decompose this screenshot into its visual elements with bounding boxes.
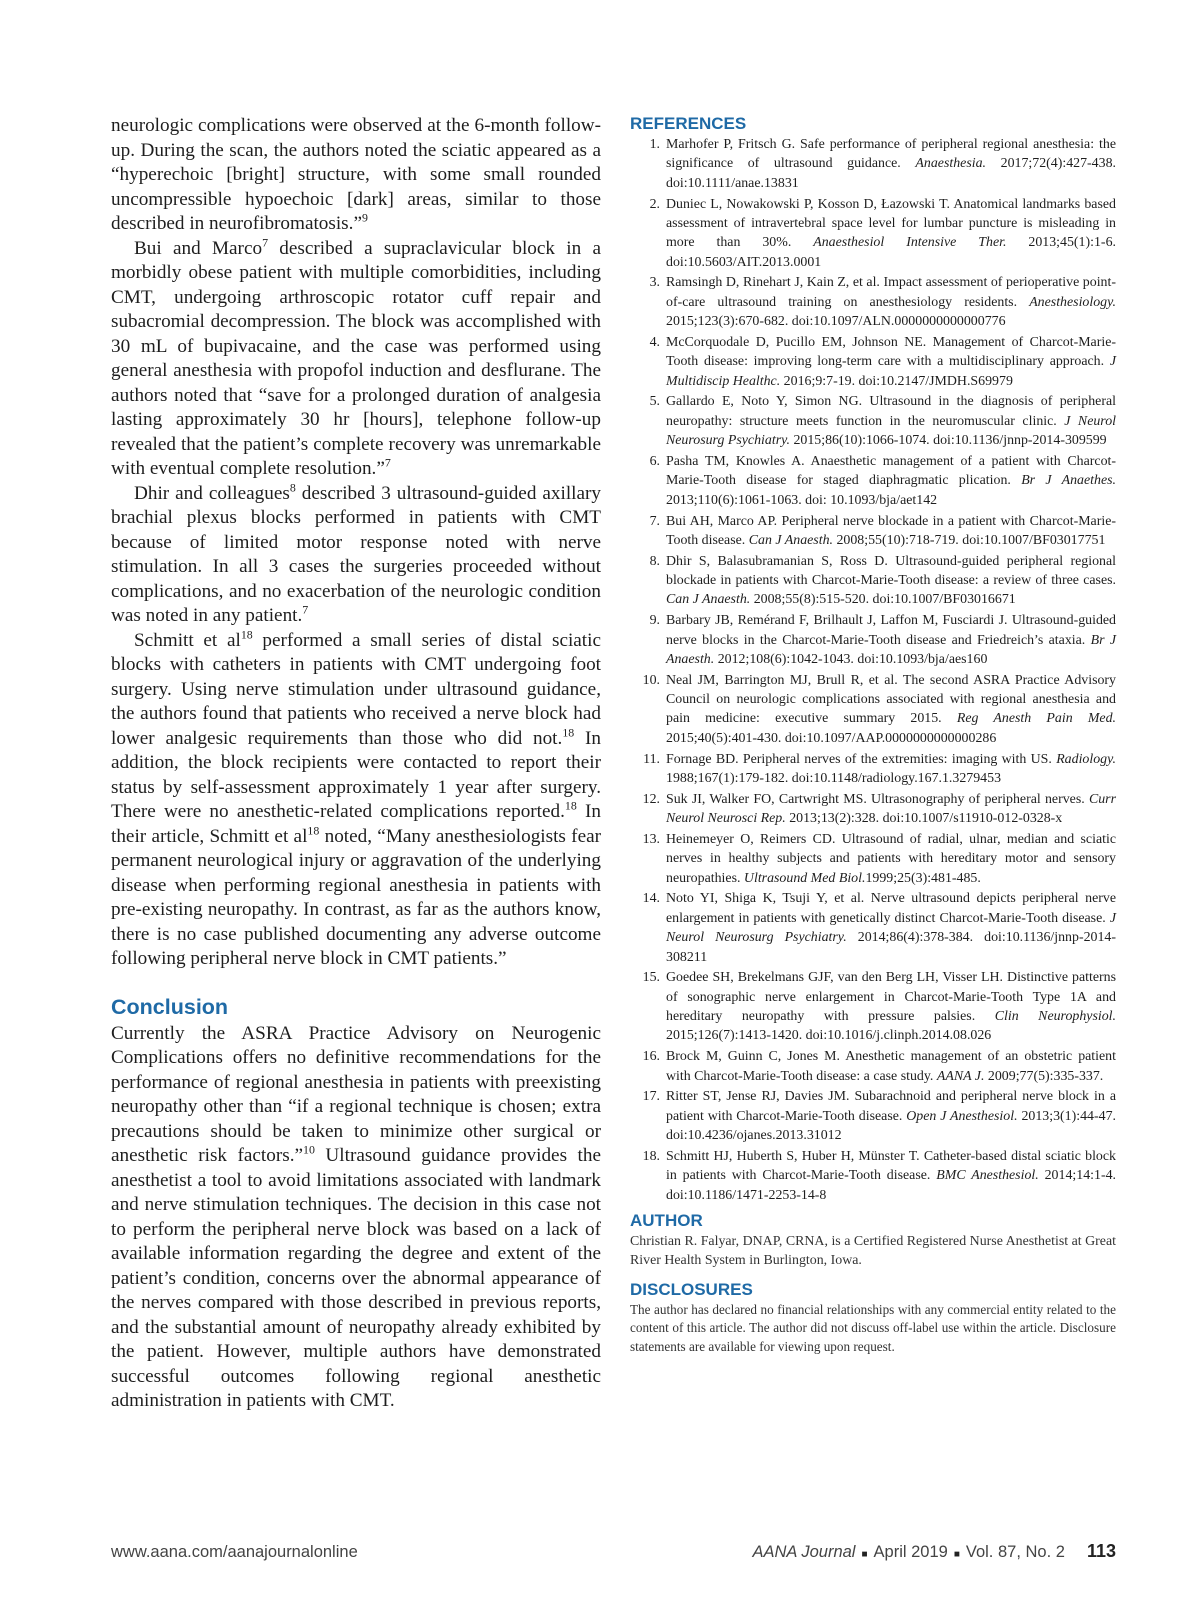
reference-journal: Br J Anaethes. (1021, 473, 1116, 489)
reference-number: 5. (649, 394, 660, 410)
reference-details: 2008;55(8):515-520. doi:10.1007/BF03016671 (750, 592, 1016, 608)
reference-details: 2013;110(6):1061-1063. doi: 10.1093/bja/aet142 (666, 492, 938, 508)
reference-text (666, 392, 1116, 450)
reference-item (630, 671, 1116, 749)
paragraph-bui-marco: Bui and Marco$^7$ described a supraclavicular block in a morbidly obese patient with multiple comorbidities, including CMT, undergoing arthroscopic rotator cuff repair and subacromial decompression. The block was accomplished with 30 mL of bupivacaine, and the case was performed using general anesthesia with propofol induction and desflurane. The authors noted that “save for a prolonged duration of analgesia lasting approximately 30 hr [hours], telephone follow-up revealed that the patient’s complete recovery was unremarkable with eventual complete resolution.”$^7$ (111, 235, 601, 479)
reference-text (666, 671, 1116, 749)
references-heading: REFERENCES (630, 114, 747, 133)
reference-number: 10. (642, 672, 660, 688)
reference-journal: J Multidiscip Healthc. (666, 354, 1116, 389)
footer-journal-info (752, 1541, 1116, 1562)
reference-number: 16. (642, 1049, 660, 1065)
reference-citation: Noto YI, Shiga K, Tsuji Y, et al. Nerve ultrasound depicts peripheral nerve enlargement in patients with genetically distinct Charcot-Marie-Tooth disease. (666, 891, 1116, 926)
reference-citation: Gallardo E, Noto Y, Simon NG. Ultrasound in the diagnosis of peripheral neuropathy: structure meets function in the neuromuscular clinic. (666, 394, 1116, 429)
reference-text (666, 195, 1116, 273)
reference-item (630, 889, 1116, 967)
reference-text (666, 273, 1116, 331)
reference-number: 1. (649, 137, 660, 152)
paragraph-followup: neurologic complications were observed at the 6-month follow-up. During the scan, the authors noted the sciatic appeared as a “hyperechoic [bright] structure, with some small rounded uncompressible hypoechoic [dark] areas, similar to those described in neurofibromatosis.”$^9$ (111, 115, 601, 234)
footer-volume: Vol. 87, No. 2 (965, 1543, 1065, 1561)
reference-details: 2015;123(3):670-682. doi:10.1097/ALN.0000000000000776 (666, 314, 1006, 330)
reference-text (666, 750, 1116, 789)
reference-text (666, 1147, 1116, 1205)
paragraph-conclusion: Currently the ASRA Practice Advisory on Neurogenic Complications offers no definitive recommendations for the performance of regional anesthesia in patients with preexisting neuropathy other than “if a regional technique is chosen; extra precautions should be taken to minimize other surgical or anesthetic risk factors.”$^{10}$ Ultrasound guidance provides the anesthetist a tool to avoid limitations associated with landmark and nerve stimulation techniques. The decision in this case not to perform the peripheral nerve block was based on a lack of available information regarding the degree and extent of the patient’s condition, concerns over the abnormal appearance of the nerves compared with those described in previous reports, and the substantial amount of neuropathy already exhibited by the patient. However, multiple authors have demonstrated successful outcomes following regional anesthetic administration in patients with CMT. (111, 1022, 601, 1411)
reference-item (630, 135, 1116, 193)
reference-text (666, 552, 1116, 610)
author-bio: Christian R. Falyar, DNAP, CRNA, is a Certified Registered Nurse Anesthetist at Great River Health System in Burlington, Iowa. (630, 1233, 1116, 1269)
reference-text (666, 889, 1116, 967)
reference-journal: Anaesthesiol Intensive Ther. (813, 235, 1007, 251)
reference-text (666, 135, 1116, 193)
reference-item (630, 968, 1116, 1046)
reference-text (666, 1047, 1116, 1086)
reference-item (630, 611, 1116, 669)
reference-number: 18. (642, 1148, 660, 1164)
reference-details: 2017;72(4):427-438. doi:10.1111/anae.13831 (666, 156, 1116, 191)
reference-text (666, 1087, 1116, 1145)
reference-citation: Heinemeyer O, Reimers CD. Ultrasound of radial, ulnar, median and sciatic nerves in healthy subjects and patients with hereditary motor and sensory neuropathies. (666, 831, 1116, 886)
reference-number: 6. (649, 453, 660, 469)
reference-citation: Bui AH, Marco AP. Peripheral nerve blockade in a patient with Charcot-Marie-Tooth disease. (666, 513, 1116, 548)
reference-citation: Neal JM, Barrington MJ, Brull R, et al. The second ASRA Practice Advisory Council on neurologic complications associated with regional anesthesia and pain medicine: executive summary 2015. (666, 672, 1116, 727)
reference-details: 2015;86(10):1066-1074. doi:10.1136/jnnp-2014-309599 (789, 433, 1107, 449)
reference-details: 2012;108(6):1042-1043. doi:10.1093/bja/aes160 (714, 651, 988, 667)
reference-number: 4. (649, 334, 660, 350)
reference-journal: BMC Anesthesiol. (936, 1168, 1039, 1184)
reference-item (630, 512, 1116, 551)
reference-details: 2008;55(10):718-719. doi:10.1007/BF03017751 (833, 532, 1106, 548)
conclusion-heading: Conclusion (111, 994, 229, 1019)
reference-citation: Dhir S, Balasubramanian S, Ross D. Ultrasound-guided peripheral regional blockade in patients with Charcot-Marie-Tooth disease: a review of three cases. (666, 553, 1116, 589)
footer-separator: ■ (953, 1549, 960, 1560)
reference-item (630, 552, 1116, 610)
reference-citation: Fornage BD. Peripheral nerves of the extremities: imaging with US. (666, 751, 1057, 767)
footer-url: www.aana.com/aanajournalonline (111, 1543, 358, 1561)
reference-details: 1988;167(1):179-182. doi:10.1148/radiology.167.1.3279453 (666, 770, 1002, 786)
reference-citation: Barbary JB, Remérand F, Brilhault J, Laffon M, Fusciardi J. Ultrasound-guided nerve blocks in the Charcot-Marie-Tooth disease and Friedreich’s ataxia. (666, 613, 1116, 648)
reference-details: 2009;77(5):335-337. (984, 1068, 1104, 1084)
paragraph-dhir: Dhir and colleagues$^8$ described 3 ultrasound-guided axillary brachial plexus blocks performed in patients with CMT because of limited motor response noted with nerve stimulation. In all 3 cases the surgeries proceeded without complications, and no exacerbation of the neurologic condition was noted in any patient.$^7$ (111, 480, 601, 626)
paragraph-schmitt: Schmitt et $al^{18}$ performed a small series of distal sciatic blocks with catheters in patients with CMT undergoing foot surgery. Using nerve stimulation under ultrasound guidance, the authors found that patients who received a nerve block had lower analgesic requirements than those who did not.$^{18}$ In addition, the block recipients were contacted to report their status by self-assessment approximately 1 year after surgery. There were no anesthetic-related complications reported.$^{18}$ In their article, Schmitt et $al^{18}$ noted, “Many anesthesiologists fear permanent neurological injury or aggravation of the underlying disease when performing regional anesthesia in patients with pre-existing neuropathy. In contrast, as far as the authors know, there is no case published documenting any adverse outcome following peripheral nerve block in CMT patients.” (111, 627, 602, 969)
reference-details: 2015;40(5):401-430. doi:10.1097/AAP.0000000000000286 (666, 730, 997, 746)
reference-text (666, 512, 1116, 551)
reference-journal: Anesthesiology. (1029, 294, 1116, 310)
reference-number: 2. (649, 196, 660, 212)
reference-details: 2014;14:1-4. doi:10.1186/1471-2253-14-8 (666, 1168, 1116, 1203)
reference-details: 2015;126(7):1413-1420. doi:10.1016/j.clinph.2014.08.026 (666, 1028, 992, 1044)
reference-item (630, 1047, 1116, 1086)
reference-details: 2013;13(2):328. doi:10.1007/s11910-012-0328-x (785, 811, 1063, 827)
reference-item (630, 273, 1116, 331)
reference-number: 13. (642, 831, 660, 847)
reference-item (630, 452, 1116, 510)
reference-number: 11. (643, 751, 660, 767)
reference-citation: Pasha TM, Knowles A. Anaesthetic management of a patient with Charcot-Marie-Tooth disease for staged diaphragmatic plication. (666, 453, 1116, 489)
disclosures-heading: DISCLOSURES (630, 1279, 753, 1299)
reference-item (630, 750, 1116, 789)
reference-journal: Curr Neurol Neurosci Rep. (666, 791, 1116, 827)
reference-number: 14. (642, 891, 660, 907)
reference-number: 12. (642, 791, 660, 807)
reference-journal: Br J Anaesth. (666, 632, 1116, 667)
reference-number: 8. (649, 553, 660, 569)
main-text-column (111, 114, 601, 1414)
reference-journal: Open J Anesthesiol. (906, 1108, 1018, 1124)
reference-journal: Reg Anesth Pain Med. (956, 711, 1116, 727)
footer-date: April 2019 (873, 1543, 948, 1561)
reference-citation: McCorquodale D, Pucillo EM, Johnson NE. Management of Charcot-Marie-Tooth disease: improving long-term care with a multidisciplinary approach. (666, 334, 1116, 370)
reference-details: 2013;3(1):44-47. doi:10.4236/ojanes.2013.31012 (666, 1108, 1116, 1144)
page-number: 113 (1086, 1541, 1116, 1561)
reference-item (630, 830, 1116, 888)
reference-citation: Brock M, Guinn C, Jones M. Anesthetic management of an obstetric patient with Charcot-Marie-Tooth disease: a case study. (666, 1049, 1116, 1084)
reference-text (666, 968, 1116, 1046)
reference-number: 17. (642, 1089, 660, 1105)
reference-number: 3. (649, 275, 660, 291)
footer-separator: ■ (861, 1549, 868, 1560)
reference-item (630, 195, 1116, 273)
reference-citation: Duniec L, Nowakowski P, Kosson D, Łazowski T. Anatomical landmarks based assessment of intravertebral space level for lumbar puncture is misleading in more than 30%. (666, 196, 1116, 251)
reference-journal: Clin Neurophysiol. (994, 1009, 1116, 1025)
reference-item (630, 790, 1116, 829)
reference-citation: Ritter ST, Jense RJ, Davies JM. Subarachnoid and peripheral nerve block in a patient with Charcot-Marie-Tooth disease. (666, 1089, 1116, 1124)
reference-details: 2014;86(4):378-384. doi:10.1136/jnnp-2014-308211 (666, 930, 1116, 965)
side-column (630, 114, 1116, 1356)
reference-text (666, 790, 1116, 829)
reference-citation: Goedee SH, Brekelmans GJF, van den Berg LH, Visser LH. Distinctive patterns of sonographic nerve enlargement in Charcot-Marie-Tooth Type 1A and hereditary neuropathy with pressure palsies. (666, 970, 1116, 1025)
reference-number: 15. (642, 970, 660, 986)
reference-details: 2013;45(1):1-6. doi:10.5603/AIT.2013.0001 (666, 235, 1116, 270)
reference-citation: Ramsingh D, Rinehart J, Kain Z, et al. Impact assessment of perioperative point-of-care ultrasound training on anesthesiology residents. (666, 275, 1116, 310)
reference-number: 9. (649, 613, 660, 629)
reference-item (630, 1147, 1116, 1205)
reference-journal: Anaesthesia. (915, 156, 987, 172)
reference-journal: Radiology. (1056, 751, 1116, 767)
reference-citation: Marhofer P, Fritsch G. Safe performance of peripheral regional anesthesia: the significance of ultrasound guidance. (666, 137, 1116, 172)
reference-journal: J Neurol Neurosurg Psychiatry. (666, 413, 1116, 449)
reference-citation: Schmitt HJ, Huberth S, Huber H, Münster T. Catheter-based distal sciatic block in patients with Charcot-Marie-Tooth disease. (666, 1148, 1116, 1184)
author-heading: AUTHOR (630, 1210, 703, 1230)
reference-journal: Can J Anaesth. (748, 532, 833, 548)
reference-text (666, 452, 1116, 510)
reference-details: 2016;9:7-19. doi:10.2147/JMDH.S69979 (780, 373, 1013, 389)
reference-details: 1999;25(3):481-485. (865, 870, 981, 886)
footer-journal-name: AANA Journal (752, 1543, 856, 1561)
reference-item (630, 1087, 1116, 1145)
reference-text (666, 611, 1116, 669)
disclosures-text: The author has declared no financial relationships with any commercial entity related to the content of this article. The author did not discuss off-label use within the article. Disclosure statements are available for viewing upon request. (630, 1301, 1116, 1354)
references-list (630, 135, 1116, 1205)
reference-journal: Can J Anaesth. (666, 592, 751, 608)
reference-item (630, 333, 1116, 391)
reference-journal: J Neurol Neurosurg Psychiatry. (666, 910, 1116, 946)
reference-journal: Ultrasound Med Biol. (743, 870, 866, 886)
reference-item (630, 392, 1116, 450)
reference-text (666, 830, 1116, 888)
reference-number: 7. (649, 513, 660, 529)
reference-journal: AANA J. (936, 1068, 985, 1084)
reference-text (666, 333, 1116, 391)
reference-citation: Suk JI, Walker FO, Cartwright MS. Ultrasonography of peripheral nerves. (666, 791, 1089, 807)
